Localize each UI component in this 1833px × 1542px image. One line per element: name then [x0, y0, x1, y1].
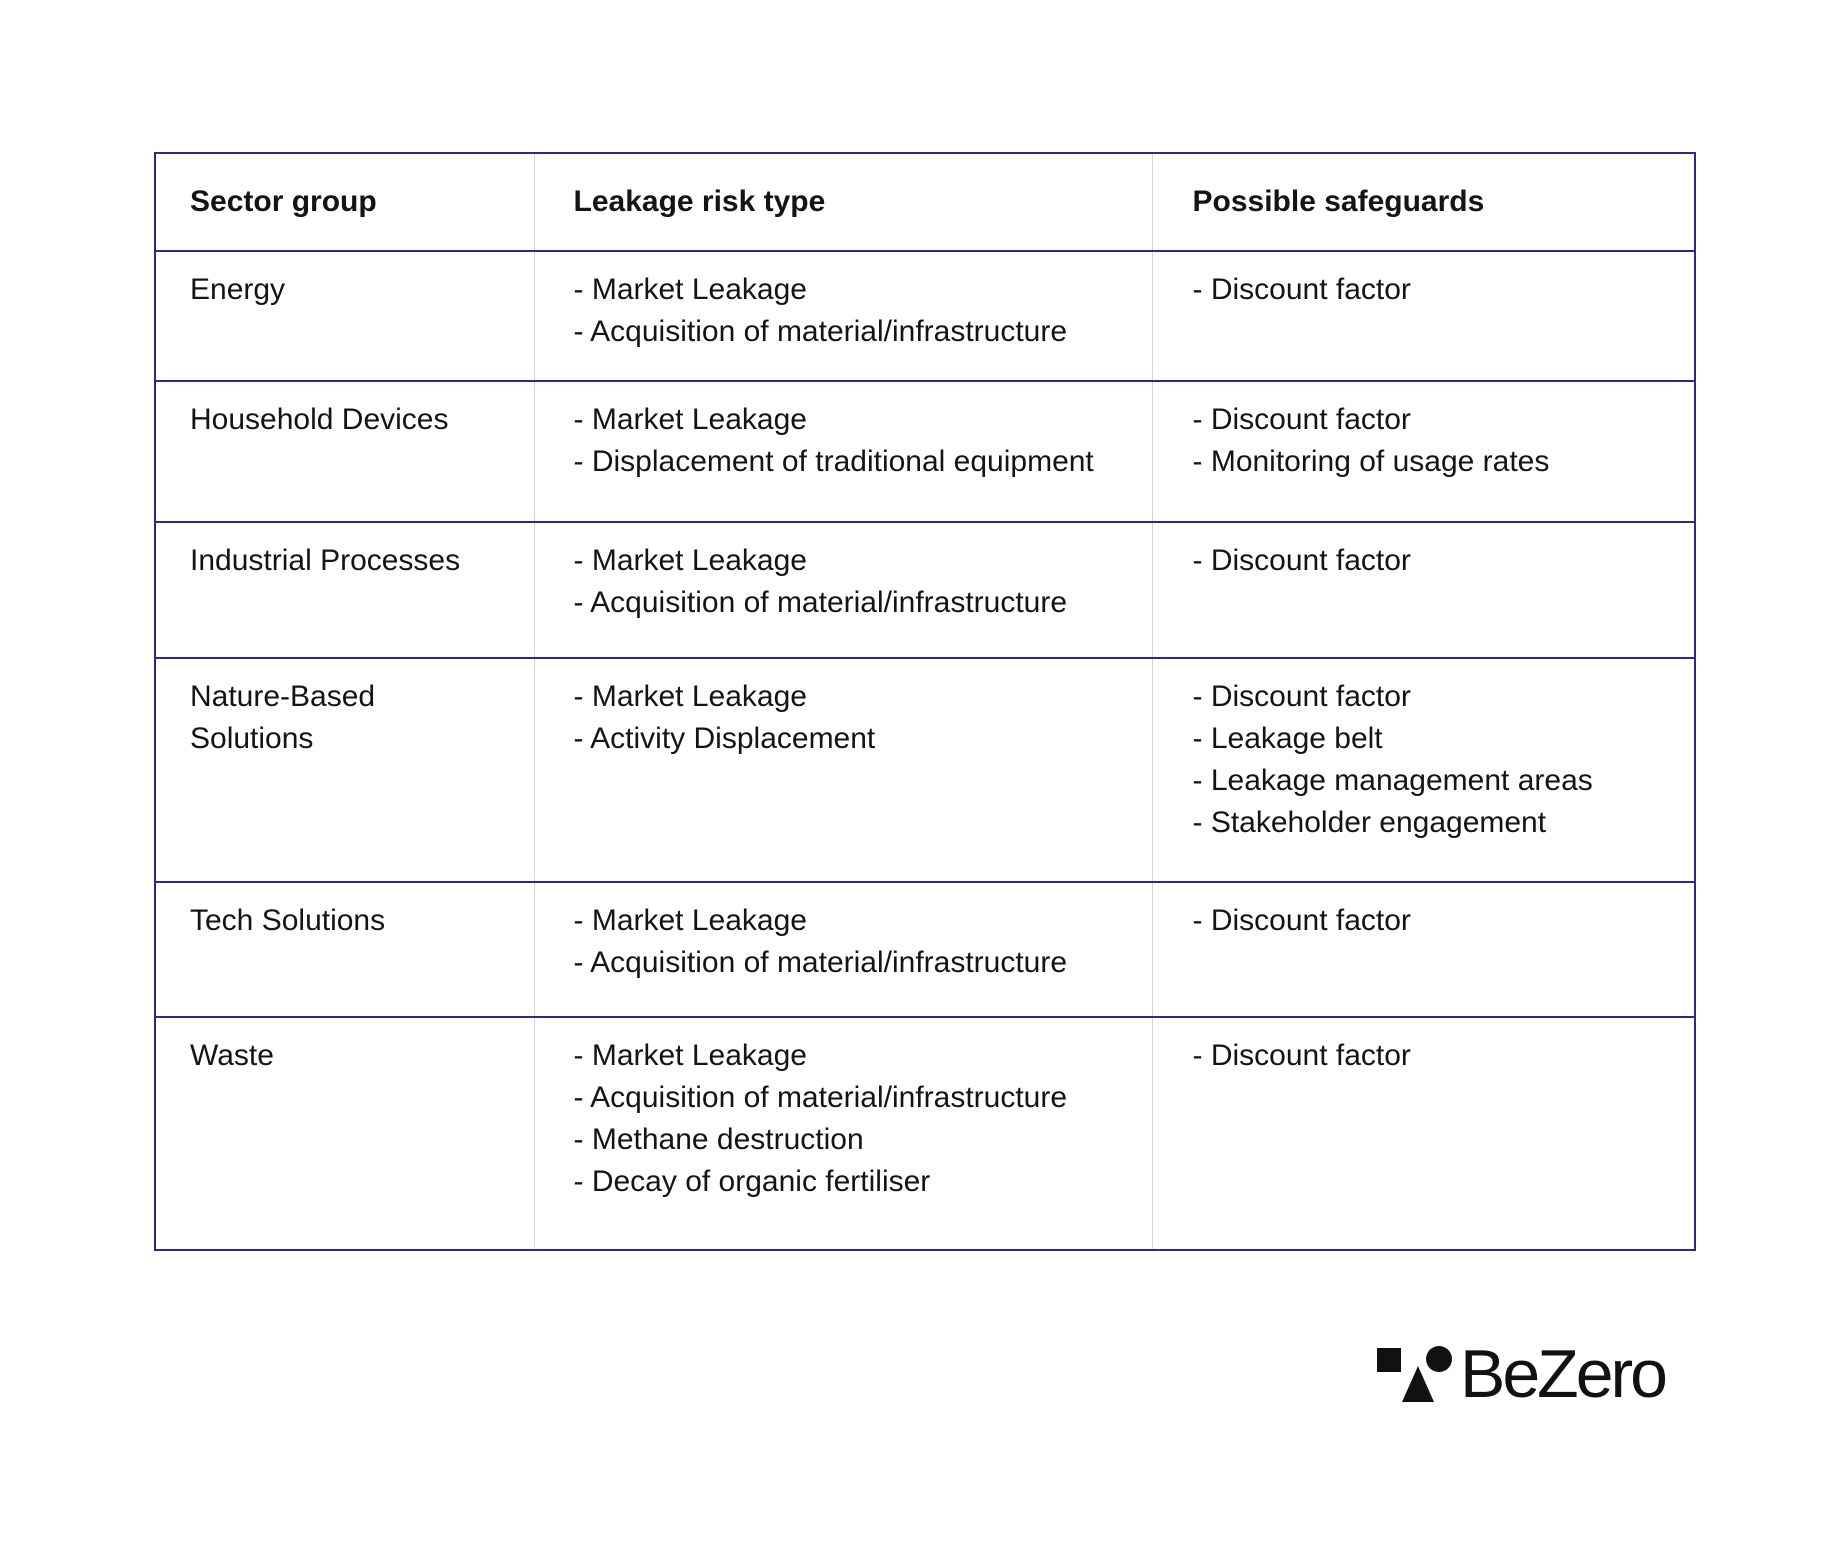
leakage-table-container	[154, 152, 1694, 1251]
risk-item: - Market Leakage	[573, 680, 807, 713]
header-sector-group: Sector group	[155, 153, 534, 251]
risk-cell	[534, 251, 1152, 381]
risk-item: - Acquisition of material/infrastructure	[573, 586, 1068, 619]
sector-cell	[155, 882, 534, 1017]
sector-cell	[155, 658, 534, 882]
table-row	[155, 882, 1695, 1017]
safeguard-item: - Discount factor	[1192, 680, 1411, 713]
safeguard-cell	[1152, 381, 1695, 522]
header-leakage-risk-type: Leakage risk type	[534, 153, 1152, 251]
sector-cell	[155, 1017, 534, 1250]
bezero-logo-mark-icon	[1377, 1344, 1455, 1404]
risk-cell	[534, 522, 1152, 658]
sector-cell	[155, 381, 534, 522]
safeguard-item: - Discount factor	[1192, 1039, 1411, 1072]
table-row	[155, 1017, 1695, 1250]
table-row	[155, 658, 1695, 882]
sector-name: Tech Solutions	[190, 904, 386, 937]
table-row	[155, 522, 1695, 658]
risk-item: - Market Leakage	[573, 1039, 807, 1072]
sector-name: Industrial Processes	[190, 544, 461, 577]
header-possible-safeguards: Possible safeguards	[1152, 153, 1695, 251]
risk-item: - Acquisition of material/infrastructure	[573, 1081, 1068, 1114]
risk-cell	[534, 658, 1152, 882]
table-row	[155, 251, 1695, 381]
safeguard-item: - Discount factor	[1192, 403, 1411, 436]
sector-cell	[155, 522, 534, 658]
risk-item: - Activity Displacement	[573, 722, 876, 755]
safeguard-item: - Monitoring of usage rates	[1192, 445, 1550, 478]
risk-item: - Market Leakage	[573, 273, 807, 306]
leakage-risk-table	[154, 152, 1696, 1251]
sector-name: Energy	[190, 273, 286, 306]
sector-cell	[155, 251, 534, 381]
bezero-logo-text: BeZero	[1460, 1336, 1665, 1412]
safeguard-cell	[1152, 882, 1695, 1017]
risk-cell	[534, 882, 1152, 1017]
safeguard-cell	[1152, 1017, 1695, 1250]
risk-cell	[534, 1017, 1152, 1250]
risk-cell	[534, 381, 1152, 522]
risk-item: - Methane destruction	[573, 1123, 864, 1156]
safeguard-cell	[1152, 658, 1695, 882]
risk-item: - Decay of organic fertiliser	[573, 1165, 931, 1198]
risk-item: - Displacement of traditional equipment	[573, 445, 1094, 478]
bezero-logo	[1377, 1336, 1665, 1412]
safeguard-item: - Discount factor	[1192, 904, 1411, 937]
risk-item: - Market Leakage	[573, 403, 807, 436]
table-header-row	[155, 153, 1695, 251]
sector-name-line: Solutions	[190, 722, 314, 755]
sector-name-line: Nature-Based	[190, 680, 376, 713]
risk-item: - Market Leakage	[573, 904, 807, 937]
safeguard-item: - Stakeholder engagement	[1192, 806, 1547, 839]
safeguard-item: - Leakage belt	[1192, 722, 1383, 755]
table-row	[155, 381, 1695, 522]
safeguard-item: - Discount factor	[1192, 544, 1411, 577]
sector-name: Waste	[190, 1039, 274, 1072]
risk-item: - Acquisition of material/infrastructure	[573, 946, 1068, 979]
risk-item: - Market Leakage	[573, 544, 807, 577]
safeguard-item: - Discount factor	[1192, 273, 1411, 306]
safeguard-item: - Leakage management areas	[1192, 764, 1593, 797]
safeguard-cell	[1152, 251, 1695, 381]
risk-item: - Acquisition of material/infrastructure	[573, 315, 1068, 348]
safeguard-cell	[1152, 522, 1695, 658]
sector-name: Household Devices	[190, 403, 449, 436]
